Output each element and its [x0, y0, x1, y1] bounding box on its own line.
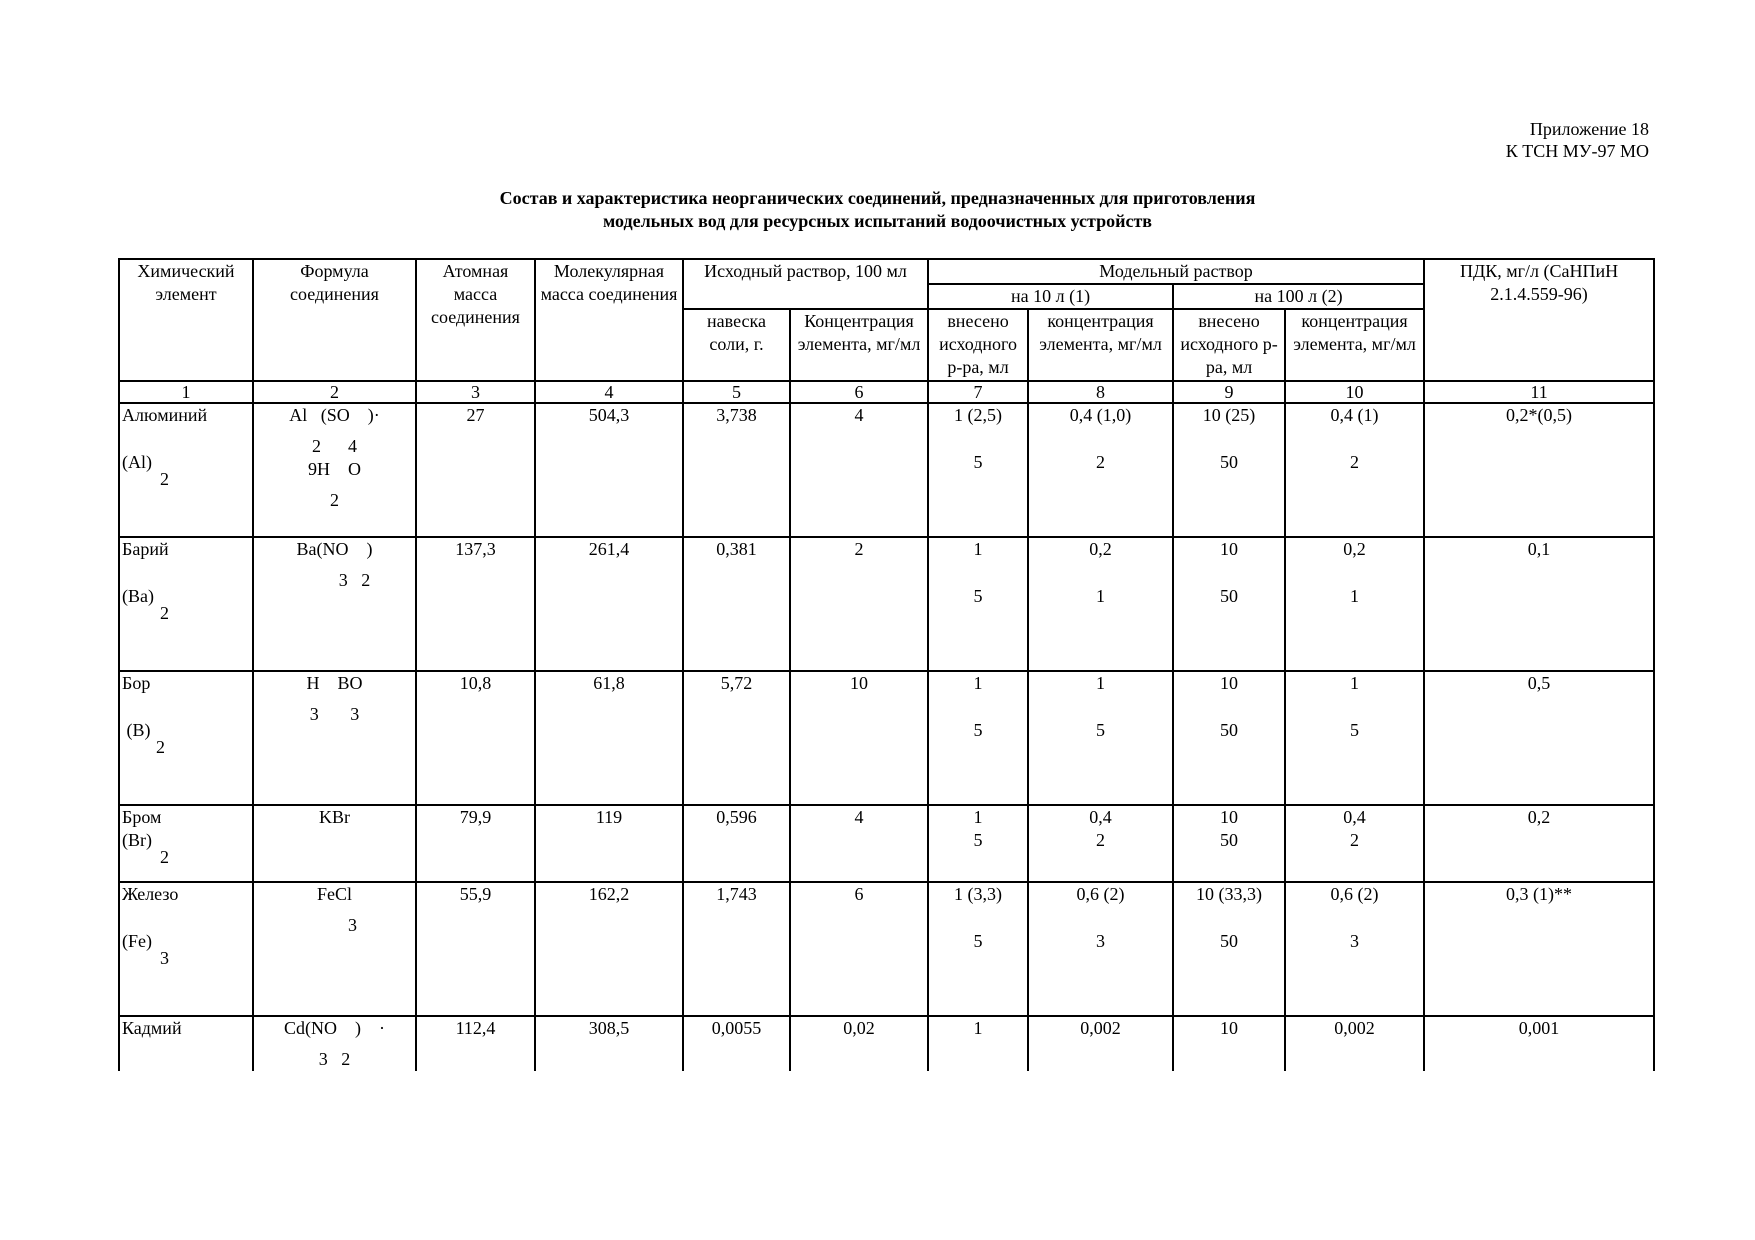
concentration-10l [1028, 805, 1173, 882]
value: 3 [1350, 931, 1360, 951]
value: 50 [1220, 931, 1239, 951]
value: 5 [1350, 720, 1360, 740]
concentration-100l: 0,002 [1285, 1016, 1424, 1071]
formula-line: Al (SO )· [289, 405, 380, 425]
element-name: Бор [122, 673, 151, 693]
concentration-src: 0,02 [790, 1016, 928, 1071]
value: 10 (33,3) [1196, 884, 1263, 904]
column-numbers-row [119, 381, 1654, 403]
header-source-solution: Исходный раствор, 100 мл [683, 259, 928, 309]
element-symbol: (Ba) [122, 586, 154, 606]
element-index: 2 [156, 737, 165, 757]
element-name: Алюминий [122, 405, 208, 425]
header-model-solution: Модельный раствор [928, 259, 1424, 284]
element-cell [119, 1016, 253, 1071]
formula-line: Cd(NO ) · [284, 1018, 385, 1038]
atomic-mass: 112,4 [416, 1016, 535, 1071]
element-cell [119, 882, 253, 1016]
molecular-mass: 504,3 [535, 403, 683, 537]
formula-index: 2 4 [312, 436, 357, 456]
value: 10 (25) [1202, 405, 1256, 425]
pdk-value: 0,5 [1424, 671, 1654, 805]
molecular-mass: 308,5 [535, 1016, 683, 1071]
added-100l [1173, 403, 1285, 537]
value: 0,2 [1089, 539, 1112, 559]
atomic-mass: 79,9 [416, 805, 535, 882]
header-per-10l: на 10 л (1) [928, 284, 1173, 309]
concentration-100l [1285, 403, 1424, 537]
formula-cell [253, 1016, 416, 1071]
atomic-mass: 55,9 [416, 882, 535, 1016]
salt-weight: 3,738 [683, 403, 790, 537]
value: 10 [1220, 539, 1239, 559]
atomic-mass: 10,8 [416, 671, 535, 805]
appendix-line-2: К ТСН МУ-97 МО [1505, 141, 1649, 161]
value: 5 [973, 720, 983, 740]
element-index: 2 [160, 469, 169, 489]
value: 10 [1220, 807, 1239, 827]
col-num: 10 [1285, 381, 1424, 403]
col-num: 7 [928, 381, 1028, 403]
concentration-100l [1285, 537, 1424, 671]
added-10l [928, 671, 1028, 805]
concentration-src: 10 [790, 671, 928, 805]
value: 50 [1220, 720, 1239, 740]
header-per-100l: на 100 л (2) [1173, 284, 1424, 309]
formula-cell [253, 537, 416, 671]
element-index: 3 [160, 948, 169, 968]
header-added-10l: внесено исходного р-ра, мл [928, 309, 1028, 381]
formula-index: 3 2 [318, 1049, 351, 1069]
value: 50 [1220, 830, 1239, 850]
value: 1 (3,3) [954, 884, 1003, 904]
col-num: 2 [253, 381, 416, 403]
value: 50 [1220, 452, 1239, 472]
element-index: 2 [160, 847, 169, 867]
value: 1 [973, 807, 983, 827]
title-line-1: Состав и характеристика неорганических соединений, предназначенных для приготовления [499, 188, 1256, 208]
value: 0,4 [1089, 807, 1112, 827]
element-name: Бром [122, 807, 162, 827]
concentration-100l [1285, 671, 1424, 805]
element-index: 2 [160, 603, 169, 623]
salt-weight: 1,743 [683, 882, 790, 1016]
formula-cell [253, 671, 416, 805]
table-row [119, 882, 1654, 1016]
value: 1 [1350, 586, 1360, 606]
added-10l [928, 882, 1028, 1016]
header-concentration-10l: концентрация элемента, мг/мл [1028, 309, 1173, 381]
table-row [119, 537, 1654, 671]
salt-weight: 0,381 [683, 537, 790, 671]
formula-cell [253, 882, 416, 1016]
concentration-10l [1028, 882, 1173, 1016]
header-element: Химический элемент [119, 259, 253, 381]
value: 1 [1096, 586, 1106, 606]
element-symbol: (Br) [122, 830, 152, 850]
value: 2 [1350, 830, 1360, 850]
table-row [119, 671, 1654, 805]
salt-weight: 0,0055 [683, 1016, 790, 1071]
added-10l [928, 537, 1028, 671]
pdk-value: 0,1 [1424, 537, 1654, 671]
concentration-src: 2 [790, 537, 928, 671]
pdk-value: 0,001 [1424, 1016, 1654, 1071]
header-salt-weight: навеска соли, г. [683, 309, 790, 381]
value: 0,4 (1) [1330, 405, 1379, 425]
table-row [119, 403, 1654, 537]
header-row-1 [119, 259, 1654, 284]
value: 5 [973, 931, 983, 951]
value: 0,4 [1343, 807, 1366, 827]
element-cell [119, 403, 253, 537]
element-name: Железо [122, 884, 179, 904]
appendix-label [1506, 118, 1649, 162]
added-100l: 10 [1173, 1016, 1285, 1071]
col-num: 3 [416, 381, 535, 403]
atomic-mass: 27 [416, 403, 535, 537]
appendix-line-1: Приложение 18 [1529, 119, 1649, 139]
molecular-mass: 261,4 [535, 537, 683, 671]
header-pdk: ПДК, мг/л (СаНПиН 2.1.4.559-96) [1424, 259, 1654, 381]
element-name: Барий [122, 539, 169, 559]
formula-index: 3 [348, 915, 357, 935]
element-symbol: (Al) [122, 452, 152, 472]
col-num: 9 [1173, 381, 1285, 403]
col-num: 1 [119, 381, 253, 403]
added-100l [1173, 805, 1285, 882]
molecular-mass: 119 [535, 805, 683, 882]
table-row [119, 805, 1654, 882]
concentration-100l [1285, 805, 1424, 882]
pdk-value: 0,2 [1424, 805, 1654, 882]
element-symbol: (B) [122, 720, 151, 740]
pdk-value: 0,2*(0,5) [1424, 403, 1654, 537]
salt-weight: 0,596 [683, 805, 790, 882]
header-added-100l: внесено исходного р-ра, мл [1173, 309, 1285, 381]
value: 2 [1350, 452, 1360, 472]
element-cell [119, 537, 253, 671]
value: 50 [1220, 586, 1239, 606]
value: 1 [1350, 673, 1360, 693]
header-concentration-src: Концентрация элемента, мг/мл [790, 309, 928, 381]
formula-line: FeCl [316, 884, 352, 904]
added-10l [928, 805, 1028, 882]
value: 3 [1096, 931, 1106, 951]
formula-line: Ba(NO ) [296, 539, 373, 559]
concentration-10l [1028, 671, 1173, 805]
formula-index: 3 2 [338, 570, 371, 590]
value: 5 [973, 452, 983, 472]
element-cell [119, 805, 253, 882]
concentration-src: 6 [790, 882, 928, 1016]
concentration-src: 4 [790, 805, 928, 882]
value: 0,4 (1,0) [1069, 405, 1132, 425]
element-cell [119, 671, 253, 805]
col-num: 11 [1424, 381, 1654, 403]
concentration-10l: 0,002 [1028, 1016, 1173, 1071]
value: 0,6 (2) [1076, 884, 1125, 904]
atomic-mass: 137,3 [416, 537, 535, 671]
header-molecular-mass: Молекулярная масса соединения [535, 259, 683, 381]
value: 5 [1096, 720, 1106, 740]
header-atomic-mass: Атомная масса соединения [416, 259, 535, 381]
added-100l [1173, 537, 1285, 671]
header-formula: Формула соединения [253, 259, 416, 381]
element-name: Кадмий [122, 1018, 182, 1038]
concentration-10l [1028, 537, 1173, 671]
document-title [0, 187, 1755, 233]
added-10l: 1 [928, 1016, 1028, 1071]
element-symbol: (Fe) [122, 931, 152, 951]
added-10l [928, 403, 1028, 537]
value: 2 [1096, 452, 1106, 472]
pdk-value: 0,3 (1)** [1424, 882, 1654, 1016]
formula-line: KBr [319, 807, 350, 827]
concentration-10l [1028, 403, 1173, 537]
value: 0,6 (2) [1330, 884, 1379, 904]
col-num: 5 [683, 381, 790, 403]
value: 1 (2,5) [954, 405, 1003, 425]
value: 0,2 [1343, 539, 1366, 559]
value: 1 [1096, 673, 1106, 693]
value: 2 [1096, 830, 1106, 850]
value: 10 [1220, 673, 1239, 693]
formula-index: 2 [330, 490, 339, 510]
col-num: 4 [535, 381, 683, 403]
formula-line: 9H O [308, 459, 361, 479]
value: 1 [973, 673, 983, 693]
molecular-mass: 162,2 [535, 882, 683, 1016]
value: 5 [973, 830, 983, 850]
molecular-mass: 61,8 [535, 671, 683, 805]
formula-cell [253, 805, 416, 882]
added-100l [1173, 671, 1285, 805]
value: 5 [973, 586, 983, 606]
compounds-table [118, 258, 1655, 1071]
concentration-100l [1285, 882, 1424, 1016]
table-row [119, 1016, 1654, 1071]
value: 1 [973, 539, 983, 559]
formula-index: 3 3 [309, 704, 360, 724]
salt-weight: 5,72 [683, 671, 790, 805]
header-concentration-100l: концентрация элемента, мг/мл [1285, 309, 1424, 381]
formula-cell [253, 403, 416, 537]
col-num: 6 [790, 381, 928, 403]
added-100l [1173, 882, 1285, 1016]
col-num: 8 [1028, 381, 1173, 403]
title-line-2: модельных вод для ресурсных испытаний водоочистных устройств [602, 211, 1153, 231]
formula-line: H BO [306, 673, 363, 693]
concentration-src: 4 [790, 403, 928, 537]
